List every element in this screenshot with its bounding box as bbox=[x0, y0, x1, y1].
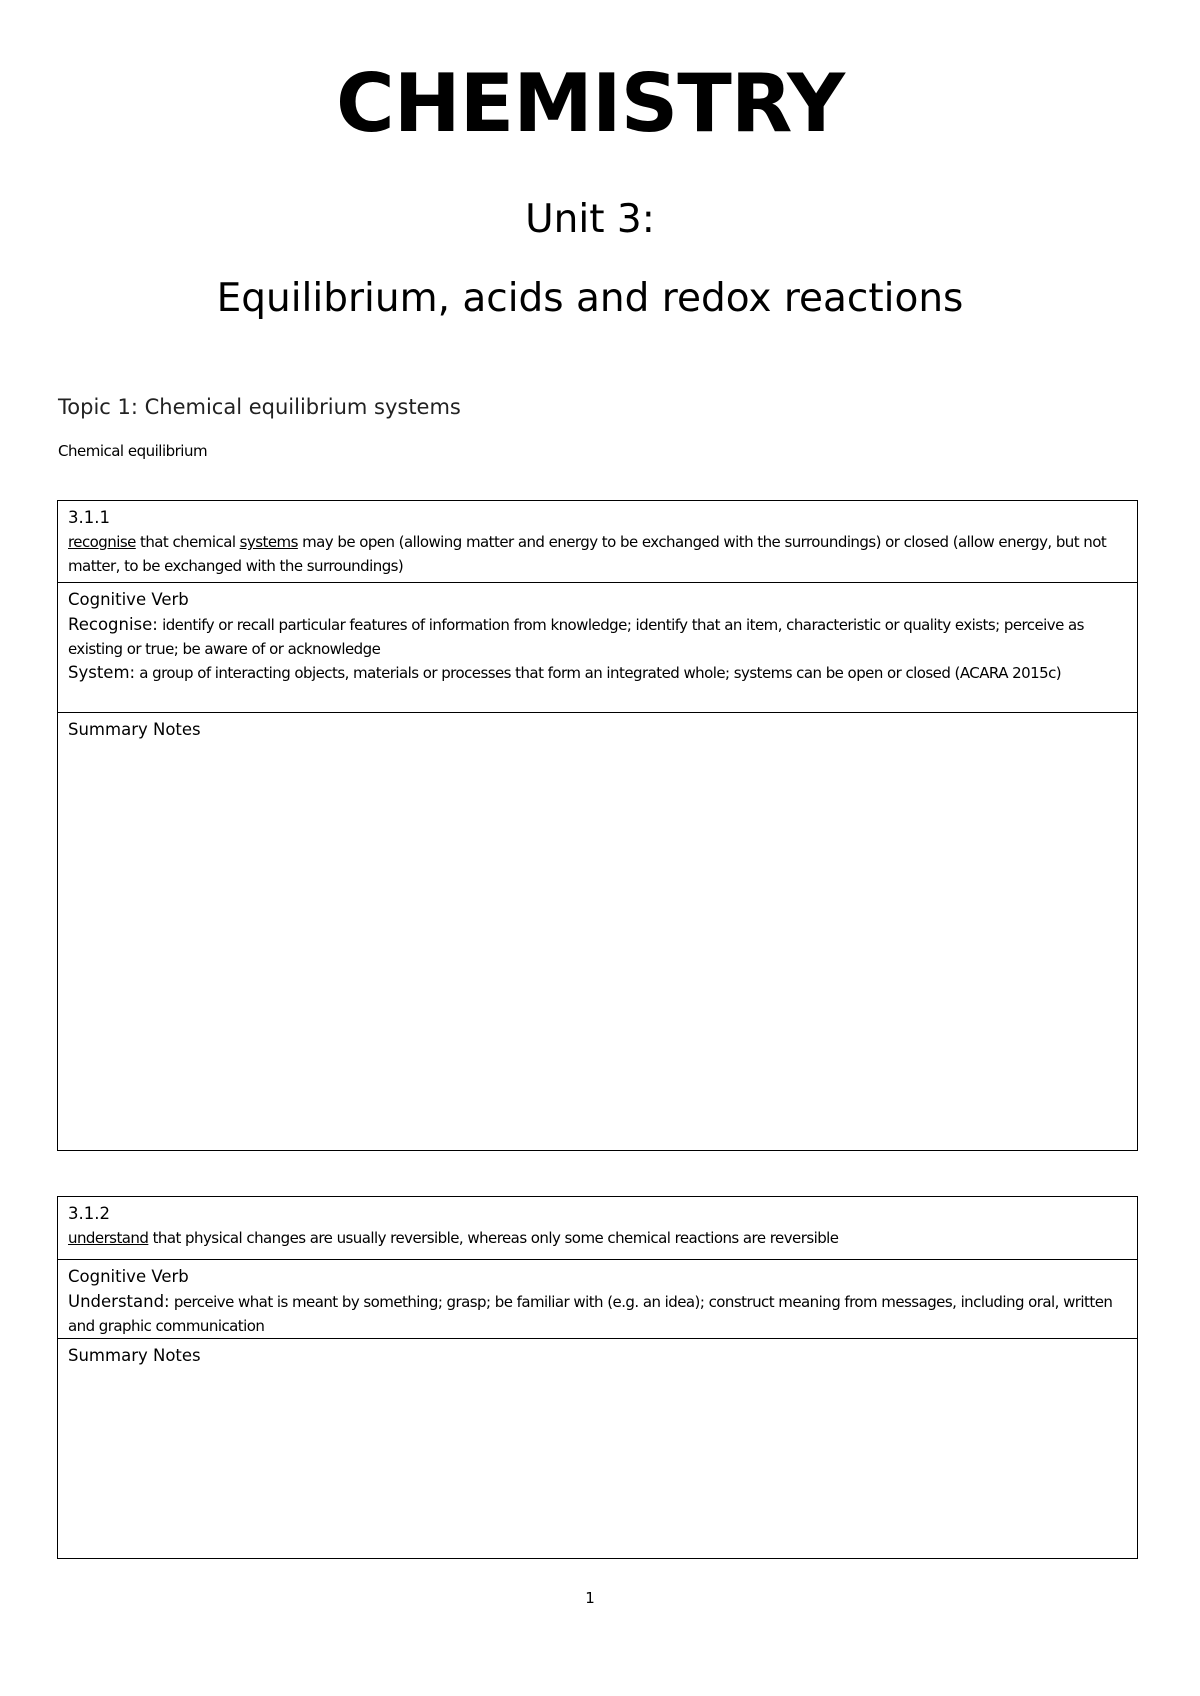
definition-text: perceive what is meant by something; grasp; be familiar with (e.g. an idea); construct meaning from messages, including oral, written and graphic communication bbox=[68, 1293, 1113, 1335]
unit-subtitle: Equilibrium, acids and redox reactions bbox=[216, 276, 964, 321]
definition-term: Recognise: bbox=[68, 615, 158, 634]
outcome-text-part: that physical changes are usually reversible, whereas only some chemical reactions are reversible bbox=[148, 1229, 839, 1247]
outcome-table-3-1-2 bbox=[57, 1196, 1138, 1559]
outcome-verb: understand bbox=[68, 1229, 149, 1247]
definition-understand bbox=[68, 1290, 1127, 1338]
outcome-code: 3.1.2 bbox=[68, 1204, 110, 1223]
section-heading: Chemical equilibrium bbox=[58, 442, 208, 460]
outcome-table-3-1-1 bbox=[57, 500, 1138, 1151]
outcome-text-part: that chemical bbox=[135, 533, 240, 551]
unit-heading: Unit 3: bbox=[525, 197, 655, 242]
outcome-statement-cell bbox=[58, 1197, 1137, 1260]
document-title: CHEMISTRY bbox=[335, 57, 845, 150]
outcome-description bbox=[68, 1226, 1127, 1250]
definition-system bbox=[68, 661, 1127, 685]
cognitive-verb-cell bbox=[58, 1260, 1137, 1339]
definition-text: a group of interacting objects, materials or processes that form an integrated whole; systems can be open or closed (ACARA 2015c) bbox=[135, 664, 1062, 682]
definition-text: identify or recall particular features of information from knowledge; identify that an item, characteristic or quality exists; perceive as existing or true; be aware of or acknowledge bbox=[68, 616, 1084, 658]
definition-term: Understand: bbox=[68, 1292, 170, 1311]
outcome-text-part: may be open (allowing matter and energy to be exchanged with the surroundings) or closed (allow energy, but not matter, to be exchanged with the surroundings) bbox=[68, 533, 1107, 575]
topic-heading: Topic 1: Chemical equilibrium systems bbox=[58, 395, 461, 419]
summary-notes-cell[interactable] bbox=[58, 1339, 1137, 1558]
summary-notes-cell[interactable] bbox=[58, 713, 1137, 1150]
outcome-code: 3.1.1 bbox=[68, 508, 110, 527]
outcome-statement-cell bbox=[58, 501, 1137, 583]
cognitive-verb-heading: Cognitive Verb bbox=[68, 590, 189, 609]
cognitive-verb-cell bbox=[58, 583, 1137, 713]
cognitive-verb-heading: Cognitive Verb bbox=[68, 1267, 189, 1286]
page-number: 1 bbox=[585, 1589, 595, 1607]
definition-term: System: bbox=[68, 663, 136, 682]
outcome-description bbox=[68, 530, 1127, 578]
outcome-verb: recognise bbox=[68, 533, 136, 551]
outcome-term: systems bbox=[239, 533, 298, 551]
summary-notes-heading: Summary Notes bbox=[68, 1346, 201, 1365]
definition-recognise bbox=[68, 613, 1127, 661]
summary-notes-heading: Summary Notes bbox=[68, 720, 201, 739]
